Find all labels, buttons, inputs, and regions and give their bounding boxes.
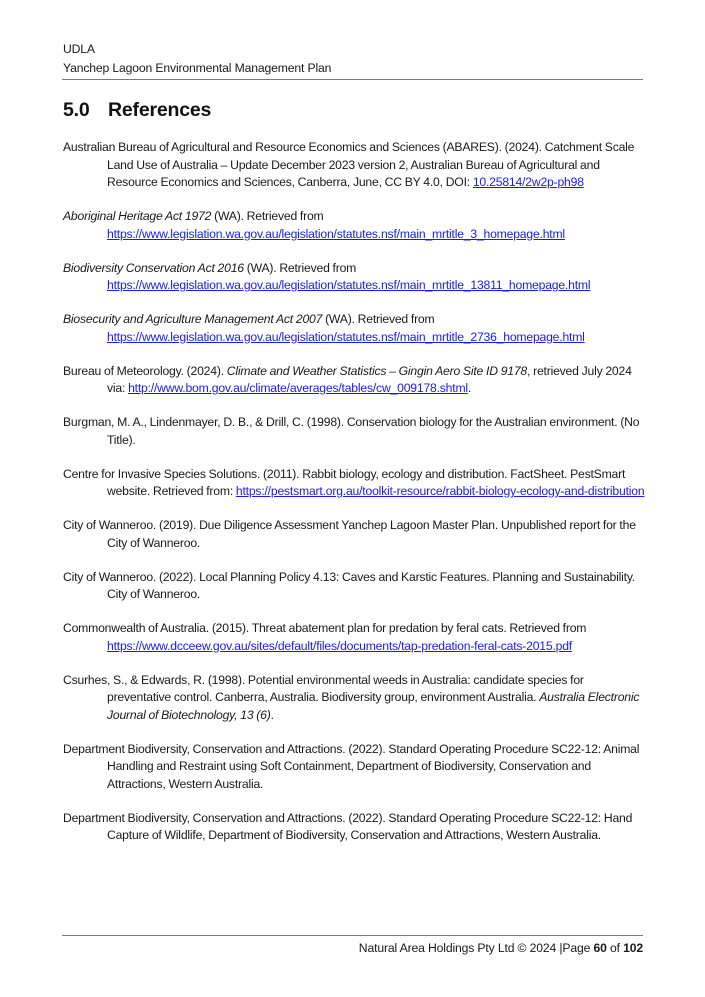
reference-text: City of Wanneroo. (2022). Local Planning Policy 4.13: Caves and Karstic Features. Planning and Sustainability. City of Wanneroo. (63, 569, 635, 601)
reference-italic-title: Biodiversity Conservation Act 2016 (63, 260, 244, 275)
reference-italic-title: Biosecurity and Agriculture Management Act 2007 (63, 312, 323, 326)
page-header (63, 40, 643, 78)
reference-text: Commonwealth of Australia. (2015). Threat abatement plan for predation by feral cats. Retrieved from (63, 621, 587, 635)
reference-text: (WA). Retrieved from (322, 312, 435, 326)
reference-text: . (270, 707, 274, 722)
footer-page-current: 60 (593, 941, 607, 955)
section-title: References (108, 99, 212, 121)
section-heading (63, 98, 211, 122)
reference-item (63, 517, 645, 552)
reference-item (63, 672, 645, 725)
reference-item (63, 260, 645, 295)
page-footer (359, 940, 643, 957)
reference-link[interactable]: https://www.legislation.wa.gov.au/legislation/statutes.nsf/main_mrtitle_13811_homepage.html (107, 278, 591, 292)
reference-item (63, 311, 645, 346)
reference-text: (WA). Retrieved from (211, 209, 324, 223)
reference-text: (WA). Retrieved from (243, 260, 357, 275)
reference-text: Department Biodiversity, Conservation and Attractions. (2022). Standard Operating Procedure SC22-12: Animal Handling and Restraint using Soft Containment, Department of Biodiversity, Conservation and Attractions, Western Australia. (63, 741, 640, 791)
reference-item (63, 569, 645, 604)
reference-item (63, 363, 645, 398)
reference-text: Centre for Invasive Species Solutions. (2011). Rabbit biology, ecology and distribution. FactSheet. PestSmart website. Retrieved from: (63, 466, 626, 498)
reference-italic-title: Australia Electronic Journal of Biotechnology, 13 (6) (107, 690, 640, 722)
reference-item (63, 414, 645, 449)
reference-text: Burgman, M. A., Lindenmayer, D. B., & Drill, C. (1998). Conservation biology for the Australian environment. (No Title). (63, 415, 640, 447)
reference-item (63, 466, 645, 501)
reference-item (63, 620, 645, 655)
reference-text: City of Wanneroo. (2019). Due Diligence Assessment Yanchep Lagoon Master Plan. Unpublished report for the City of Wanneroo. (63, 518, 636, 550)
reference-item (63, 741, 645, 794)
reference-list (63, 139, 645, 845)
reference-link[interactable]: 10.25814/2w2p-ph98 (472, 175, 584, 189)
reference-link[interactable]: https://pestsmart.org.au/toolkit-resource/rabbit-biology-ecology-and-distribution (235, 484, 645, 498)
header-document-title: Yanchep Lagoon Environmental Management Plan (63, 61, 332, 75)
footer-divider (62, 935, 643, 936)
reference-italic-title: Aboriginal Heritage Act 1972 (63, 209, 212, 223)
footer-company: Natural Area Holdings Pty Ltd © 2024 |Page (358, 941, 594, 955)
reference-text: Bureau of Meteorology. (2024). (63, 363, 227, 378)
reference-text: , retrieved July 2024 via: (107, 363, 632, 395)
reference-link[interactable]: https://www.legislation.wa.gov.au/legislation/statutes.nsf/main_mrtitle_3_homepage.html (107, 226, 565, 241)
reference-text: Department Biodiversity, Conservation and Attractions. (2022). Standard Operating Procedure SC22-12: Hand Capture of Wildlife, Department of Biodiversity, Conservation and Attractions, Western Australia. (63, 810, 633, 842)
footer-page-total: 102 (623, 941, 643, 955)
header-org: UDLA (63, 42, 95, 56)
reference-italic-title: Climate and Weather Statistics – Gingin Aero Site ID 9178 (226, 363, 528, 378)
reference-item (63, 810, 645, 845)
header-divider (62, 79, 643, 80)
reference-text: . (467, 381, 472, 395)
reference-link[interactable]: http://www.bom.gov.au/climate/averages/tables/cw_009178.shtml (128, 381, 468, 395)
section-number: 5.0 (63, 99, 90, 121)
reference-text: Australian Bureau of Agricultural and Resource Economics and Sciences (ABARES). (2024). Catchment Scale Land Use of Australia – Update December 2023 version 2, Australian Bureau of Agricultural and Resource Economics and Sciences, Canberra, June, CC BY 4.0, DOI: (63, 140, 635, 189)
footer-of-label: of (606, 941, 624, 955)
reference-item (63, 139, 645, 192)
reference-link[interactable]: https://www.legislation.wa.gov.au/legislation/statutes.nsf/main_mrtitle_2736_homepage.html (107, 329, 585, 344)
reference-text: Csurhes, S., & Edwards, R. (1998). Potential environmental weeds in Australia: candidate species for preventative control. Canberra, Australia. Biodiversity group, environment Australia. (63, 672, 584, 704)
reference-link[interactable]: https://www.dcceew.gov.au/sites/default/files/documents/tap-predation-feral-cats-2015.pdf (107, 638, 572, 653)
reference-item (63, 208, 645, 243)
